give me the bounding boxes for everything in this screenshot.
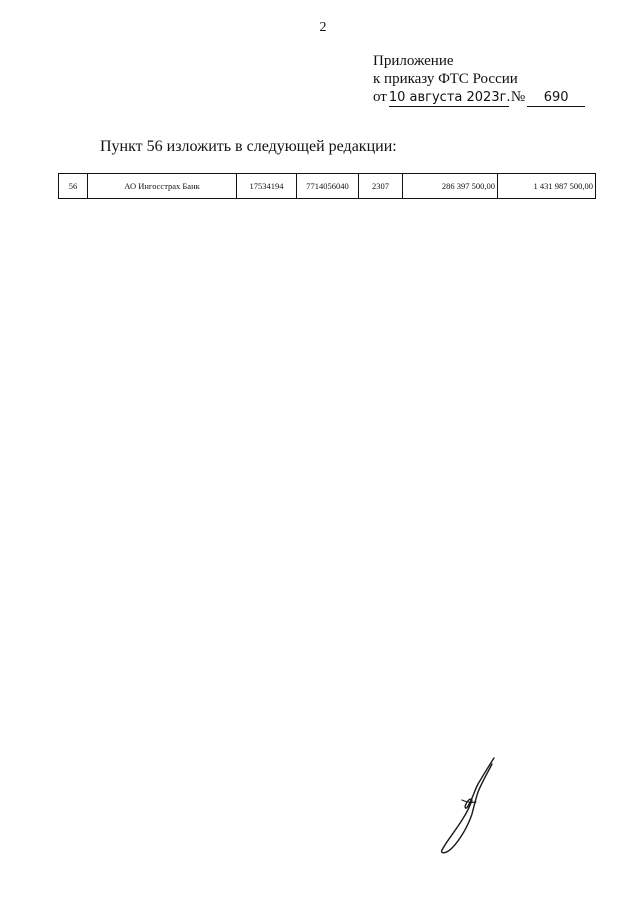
instruction-text: Пункт 56 изложить в следующей редакции:: [100, 138, 397, 155]
cell-bank-name: АО Ингосстрах Банк: [88, 174, 237, 199]
order-number-label: №: [510, 89, 526, 105]
entry-table: [58, 173, 596, 199]
cell-inn: 7714056040: [297, 174, 359, 199]
cell-amount-one: 286 397 500,00: [403, 174, 498, 199]
cell-row-number: 56: [59, 174, 88, 199]
handwritten-signature-icon: [432, 754, 504, 858]
cell-okpo: 17534194: [237, 174, 297, 199]
order-from-label: от: [373, 89, 387, 105]
order-number: 690: [527, 90, 585, 107]
appendix-order-ref: к приказу ФТС России: [373, 71, 518, 87]
order-date: 10 августа 2023г.: [388, 90, 511, 105]
cell-amount-total: 1 431 987 500,00: [498, 174, 596, 199]
appendix-title: Приложение: [373, 53, 454, 69]
cell-reg-number: 2307: [359, 174, 403, 199]
table-row: [59, 174, 596, 199]
appendix-header: [373, 52, 588, 107]
appendix-order-line: [373, 88, 588, 107]
page-number: 2: [319, 20, 327, 35]
